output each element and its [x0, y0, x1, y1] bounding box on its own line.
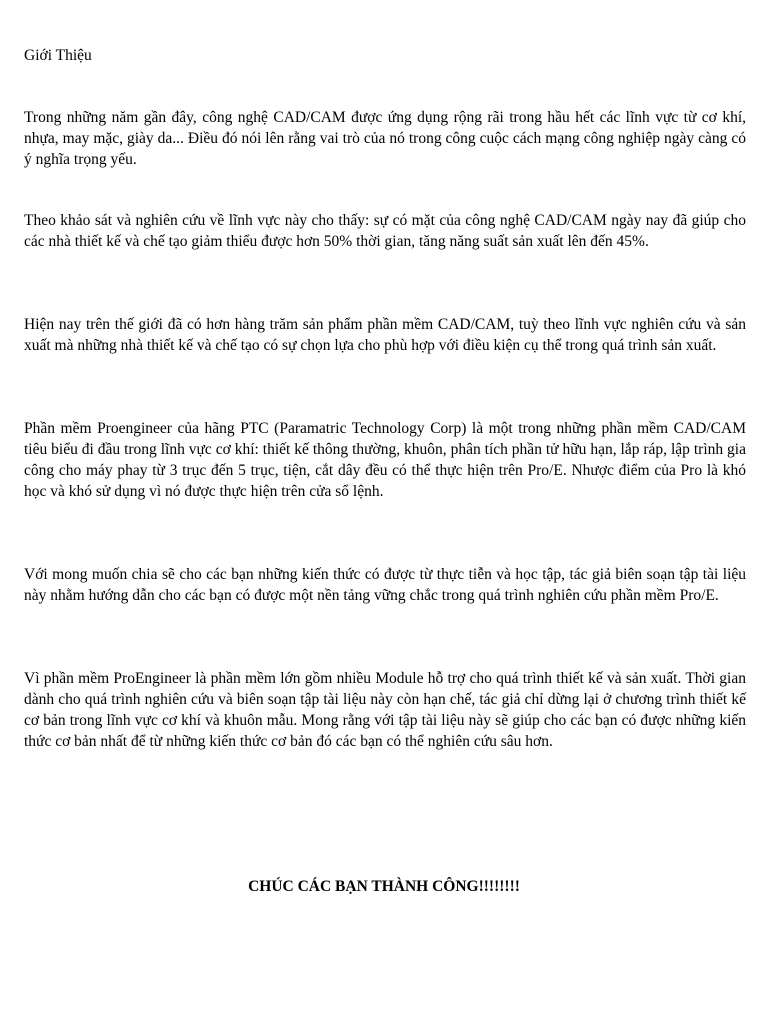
closing-message: CHÚC CÁC BẠN THÀNH CÔNG!!!!!!!!: [248, 878, 520, 895]
paragraph-software-products: Hiện nay trên thế giới đã có hơn hàng trăm sản phẩm phần mềm CAD/CAM, tuỳ theo lĩnh vực nghiên cứu và sản xuất mà những nhà thiết kế và chế tạo có sự chọn lựa cho phù hợp với điều kiện cụ thể trong quá trình sản xuất.: [24, 316, 746, 354]
document-title: Giới Thiệu: [24, 47, 92, 64]
paragraph-author-purpose: Với mong muốn chia sẽ cho các bạn những kiến thức có được từ thực tiễn và học tập, tác giả biên soạn tập tài liệu này nhằm hướng dẫn cho các bạn có được một nền tảng vững chắc trong quá trình nghiên cứu phần mềm Pro/E.: [24, 566, 746, 604]
paragraph-intro-cad-cam: Trong những năm gần đây, công nghệ CAD/CAM được ứng dụng rộng rãi trong hầu hết các lĩnh vực từ cơ khí, nhựa, may mặc, giày da... Điều đó nói lên rằng vai trò của nó trong công cuộc cách mạng công nghiệp ngày càng có ý nghĩa trọng yếu.: [24, 109, 746, 168]
paragraph-proengineer: Phần mềm Proengineer của hãng PTC (Paramatric Technology Corp) là một trong những phần mềm CAD/CAM tiêu biểu đi đầu trong lĩnh vực cơ khí: thiết kế thông thường, khuôn, phân tích phần tử hữu hạn, lắp ráp, lập trình gia công cho máy phay từ 3 trục đến 5 trục, tiện, cắt dây đều có thể thực hiện trên Pro/E. Nhược điểm của Pro là khó học và khó sử dụng vì nó được thực hiện trên cửa sổ lệnh.: [24, 420, 746, 500]
paragraph-survey-results: Theo khảo sát và nghiên cứu về lĩnh vực này cho thấy: sự có mặt của công nghệ CAD/CAM ngày nay đã giúp cho các nhà thiết kế và chế tạo giảm thiểu được hơn 50% thời gian, tăng năng suất sản xuất lên đến 45%.: [24, 212, 746, 250]
paragraph-scope: Vì phần mềm ProEngineer là phần mềm lớn gồm nhiều Module hỗ trợ cho quá trình thiết kế và sản xuất. Thời gian dành cho quá trình nghiên cứu và biên soạn tập tài liệu này còn hạn chế, tác giả chỉ dừng lại ở chương trình thiết kế cơ bản trong lĩnh vực cơ khí và khuôn mẫu. Mong rằng với tập tài liệu này sẽ giúp cho các bạn có được những kiến thức cơ bản nhất để từ những kiến thức cơ bản đó các bạn có thể nghiên cứu sâu hơn.: [24, 670, 746, 750]
